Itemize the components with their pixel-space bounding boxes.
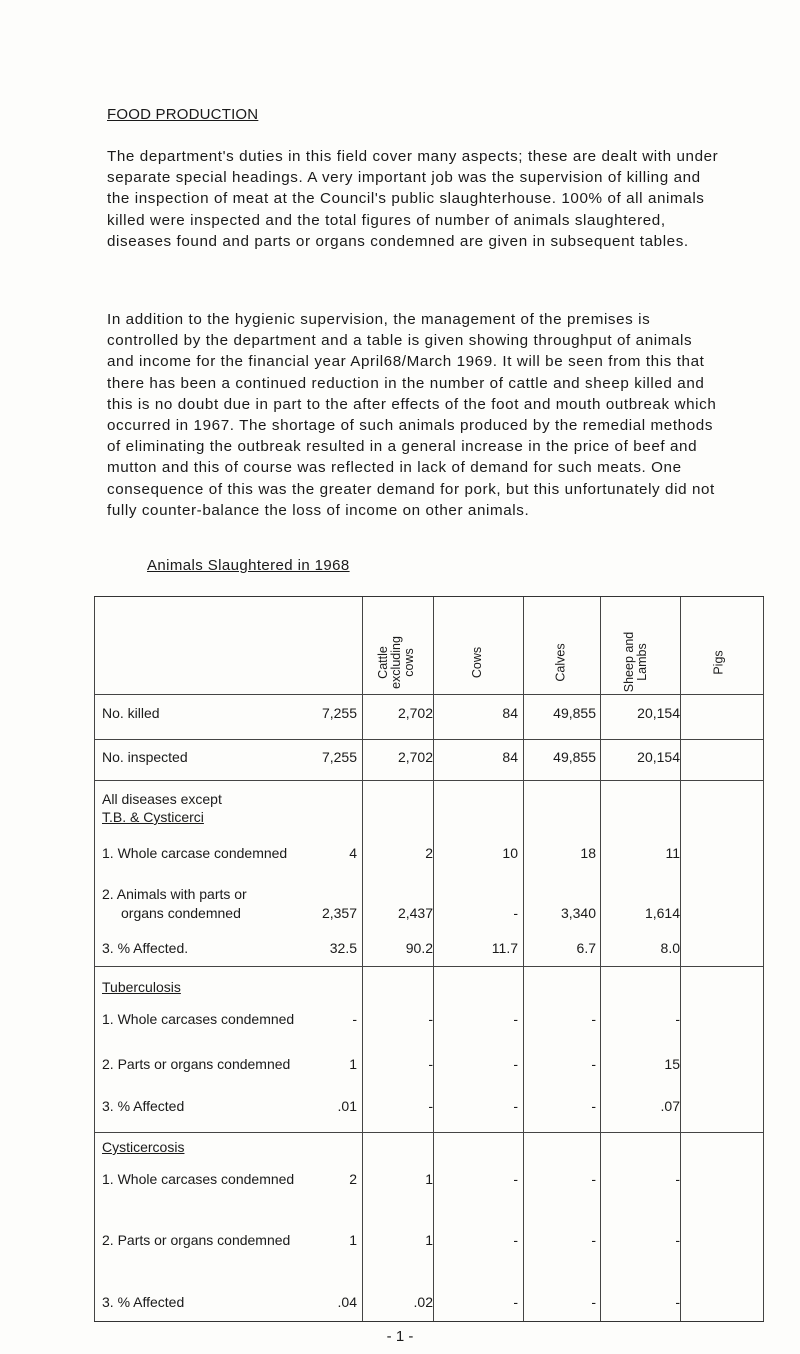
section-title-all-diseases: All diseases except	[102, 791, 222, 807]
cell: 7,255	[321, 749, 357, 765]
row-label-line1: 2. Animals with parts or	[102, 886, 247, 902]
cell: -	[591, 1171, 596, 1187]
supervision-paragraph: In addition to the hygienic supervision, the management of the premises is controlled by the department and a table is given showing throughput of animals and income for the financial year April68/March 1969. It will be seen from this that there has been a continued reduction in the number of cattle and sheep killed and this is no doubt due in part to the after effects of the foot and mouth outbreak which occurred in 1967. The shortage of such animals produced by the remedial methods of eliminating the outbreak resulted in a general increase in the price of beef and mutton and this of course was reflected in lack of demand for such meats. One consequence of this was the greater demand for pork, but this unfortunately did not fully counter-balance the loss of income on other animals.	[107, 311, 717, 519]
cell: 15	[664, 1056, 680, 1072]
cell: 10	[502, 845, 518, 861]
cell: -	[591, 1294, 596, 1310]
cell: 2	[425, 845, 433, 861]
row-label: 2. Parts or organs condemned	[102, 1232, 291, 1248]
row-label-killed: No. killed	[102, 705, 160, 721]
slaughter-table	[94, 596, 764, 1322]
col-sheep-line1: Sheep and	[622, 631, 637, 693]
col-cows: Cows	[470, 646, 485, 678]
page-title: FOOD PRODUCTION	[107, 106, 259, 123]
row-label-inspected: No. inspected	[102, 749, 188, 765]
cell: 6.7	[576, 940, 596, 956]
cell: 18	[580, 845, 596, 861]
cell: -	[675, 1232, 680, 1248]
section-title-tuberculosis: Tuberculosis	[102, 979, 181, 995]
col-calves: Calves	[553, 642, 568, 682]
cell: 84	[502, 705, 518, 721]
cell: -	[675, 1294, 680, 1310]
cell: 1	[349, 1232, 357, 1248]
cell: 1	[425, 1171, 433, 1187]
cell: 32.5	[329, 940, 357, 956]
cell: 4	[349, 845, 357, 861]
cell: 2,357	[321, 905, 357, 921]
row-label: 3. % Affected.	[102, 940, 189, 956]
col-pigs: Pigs	[711, 649, 726, 675]
cell: 2,702	[397, 749, 433, 765]
row-label: organs condemned	[121, 905, 241, 921]
cell: 90.2	[405, 940, 433, 956]
col-sheep	[616, 631, 656, 693]
section-title-all-diseases-2: T.B. & Cysticerci	[102, 809, 204, 825]
cell: 3,340	[560, 905, 596, 921]
row-label: 1. Whole carcases condemned	[102, 1171, 295, 1187]
cell: .07	[660, 1098, 680, 1114]
cell: .01	[337, 1098, 357, 1114]
cell: -	[675, 1011, 680, 1027]
cell: -	[591, 1232, 596, 1248]
cell: 11	[665, 845, 680, 861]
cell: -	[428, 1056, 433, 1072]
cell: 2,437	[397, 905, 433, 921]
cell: 1,614	[644, 905, 680, 921]
cell: 1	[349, 1056, 357, 1072]
cell: -	[513, 905, 518, 921]
row-label: 1. Whole carcase condemned	[102, 845, 288, 861]
cell: 11.7	[491, 940, 518, 956]
row-label: 3. % Affected	[102, 1294, 185, 1310]
intro-paragraph: The department's duties in this field cover many aspects; these are dealt with under separate special headings. A very important job was the supervision of killing and the inspection of meat at the Council's public slaughterhouse. 100% of all animals killed were inspected and the total figures of number of animals slaughtered, diseases found and parts or organs condemned are given in subsequent tables.	[107, 148, 719, 250]
cell: -	[428, 1011, 433, 1027]
cell: 8.0	[660, 940, 680, 956]
cell: -	[513, 1171, 518, 1187]
cell: -	[428, 1098, 433, 1114]
col-cattle-line2: excluding	[388, 635, 403, 689]
cell: -	[513, 1056, 518, 1072]
cell: 2	[349, 1171, 357, 1187]
col-cattle	[364, 637, 429, 687]
row-label: 2. Parts or organs condemned	[102, 1056, 291, 1072]
cell: 20,154	[637, 705, 680, 721]
cell: -	[591, 1056, 596, 1072]
cell: 49,855	[553, 749, 596, 765]
col-sheep-line2: Lambs	[635, 643, 650, 681]
row-label: 3. % Affected	[102, 1098, 185, 1114]
table-title: Animals Slaughtered in 1968	[147, 557, 350, 574]
cell: -	[513, 1011, 518, 1027]
col-cattle-line1: Cattle	[375, 645, 390, 679]
cell: 49,855	[553, 705, 596, 721]
col-cattle-line3: cows	[401, 647, 416, 677]
cell: -	[352, 1011, 357, 1027]
cell: -	[513, 1098, 518, 1114]
section-title-cysticercosis: Cysticercosis	[102, 1139, 185, 1155]
cell: 20,154	[637, 749, 680, 765]
cell: -	[675, 1171, 680, 1187]
cell: .02	[413, 1294, 433, 1310]
cell: 1	[425, 1232, 433, 1248]
cell: -	[513, 1294, 518, 1310]
cell: -	[591, 1098, 596, 1114]
cell: 84	[502, 749, 518, 765]
cell: 2,702	[397, 705, 433, 721]
cell: -	[591, 1011, 596, 1027]
row-label: 1. Whole carcases condemned	[102, 1011, 295, 1027]
page-number: - 1 -	[386, 1328, 414, 1345]
cell: 7,255	[321, 705, 357, 721]
cell: .04	[337, 1294, 357, 1310]
cell: -	[513, 1232, 518, 1248]
